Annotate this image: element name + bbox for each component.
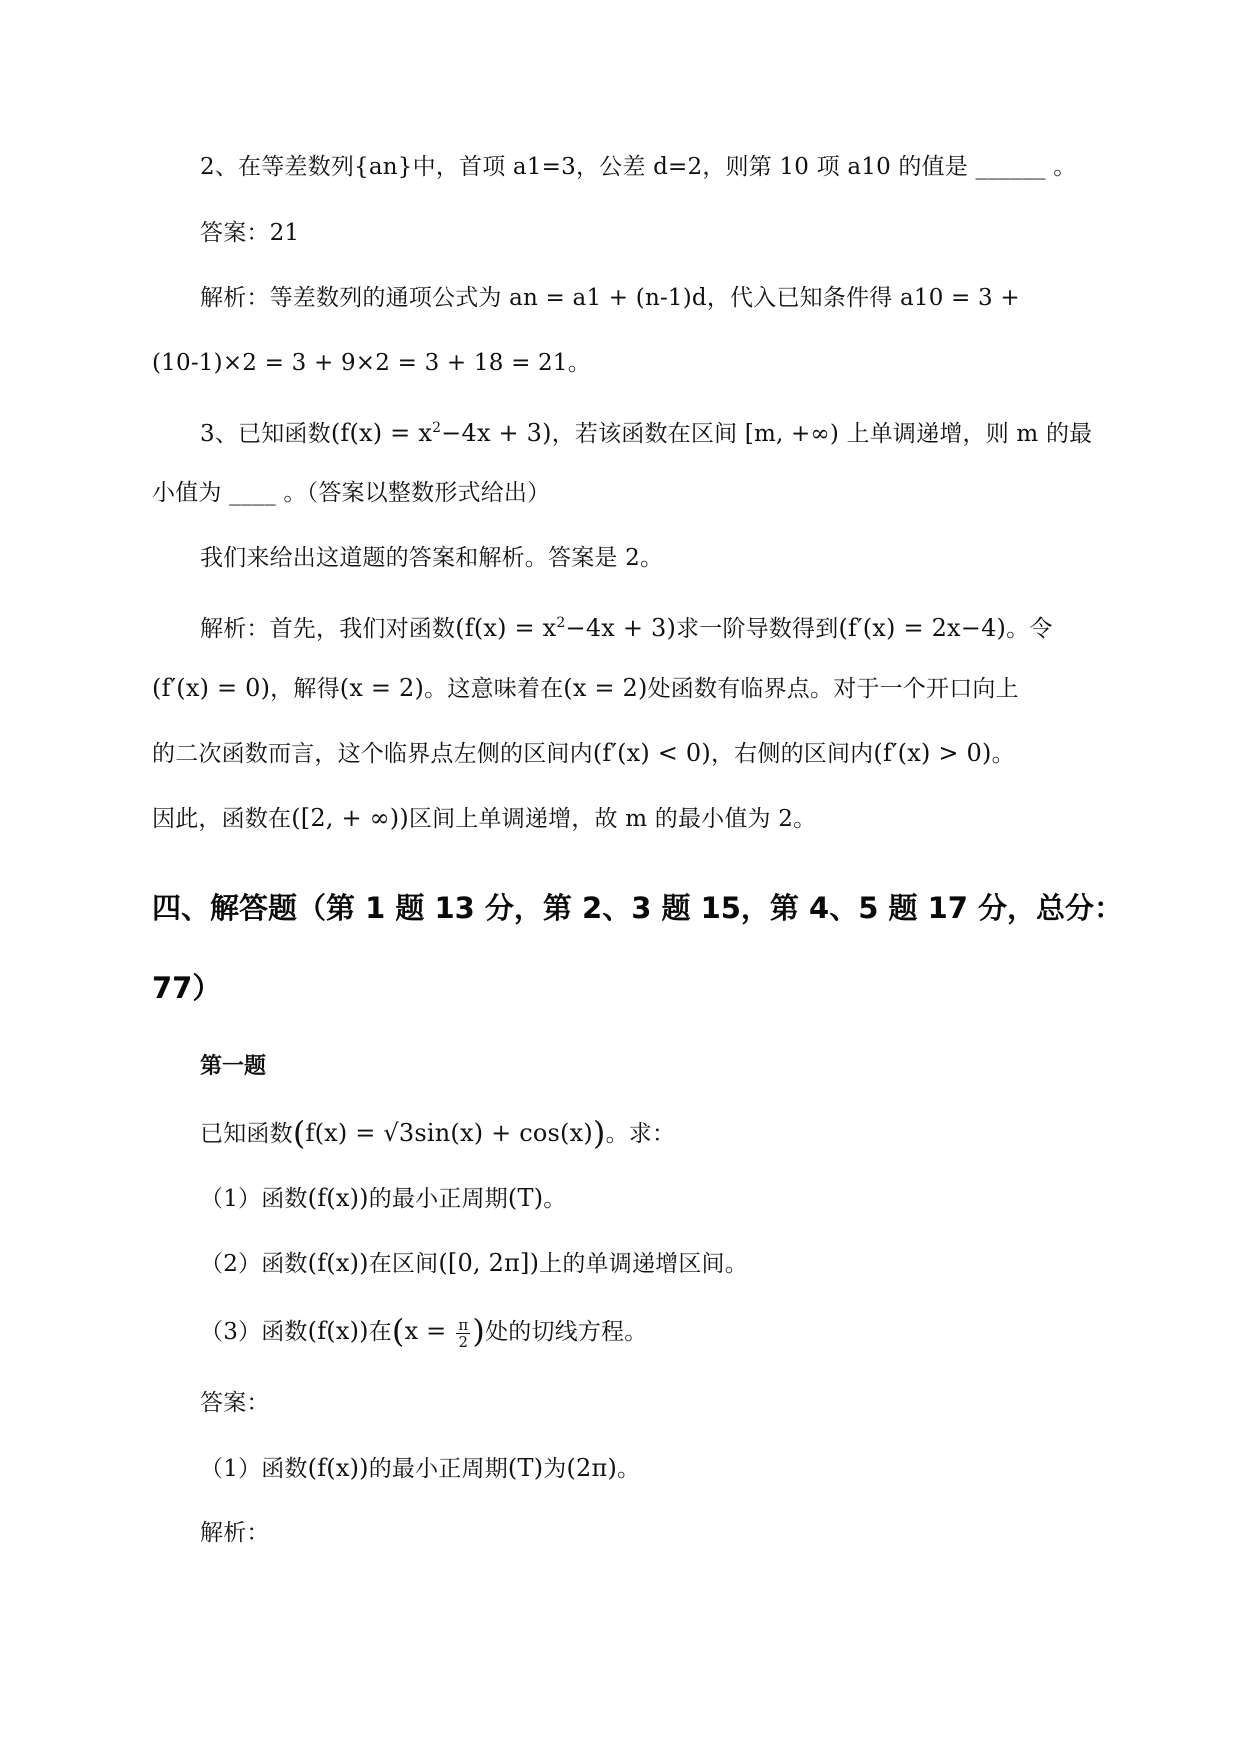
p1-intro — [200, 1114, 676, 1152]
p1-answer-1 — [200, 1453, 640, 1484]
q3-question-prefix: 3、已知函数 — [200, 421, 331, 447]
p1-item1-func: (f(x)) — [307, 1184, 369, 1212]
q3-x-equals-2-b: (x = 2) — [563, 674, 648, 702]
q3-derivative-zero: (f′(x) = 0) — [152, 674, 271, 702]
p1-function: f(x) = √3sin(x) + cos(x) — [305, 1119, 593, 1147]
p1-item3-numerator: π — [458, 1315, 469, 1334]
problem-1-title: 第一题 — [200, 1054, 267, 1079]
q3-text-therefore: 因此，函数在 — [152, 806, 292, 832]
q3-question-line-1 — [200, 413, 1092, 449]
p1-ans1-mid: 的最小正周期 — [368, 1456, 508, 1482]
q2-analysis-line-1: 解析：等差数列的通项公式为 an = a1 + (n-1)d，代入已知条件得 a10 = 3 + — [200, 285, 1020, 311]
q3-text-quadratic: 的二次函数而言，这个临界点左侧的区间内 — [152, 741, 593, 767]
p1-ans1-period-symbol: (T) — [507, 1454, 544, 1482]
q3-question-function — [331, 419, 552, 447]
p1-answer-label: 答案： — [200, 1390, 270, 1416]
q3-analysis-suffix: 。令 — [1006, 616, 1053, 642]
q3-func-sup: 2 — [432, 420, 442, 436]
q3-question-suffix: ，若该函数在区间 [m, +∞) 上单调递增，则 m 的最 — [551, 421, 1093, 447]
p1-item3-suffix: 处的切线方程。 — [485, 1319, 648, 1345]
p1-item2-mid: 在区间 — [368, 1251, 439, 1277]
p1-ans1-func: (f(x)) — [307, 1454, 369, 1482]
q3-analysis-func-sup: 2 — [556, 615, 566, 631]
p1-item-1 — [200, 1183, 566, 1214]
q3-question-line-2: 小值为 ____ 。（答案以整数形式给出） — [152, 480, 551, 506]
p1-item3-fraction — [456, 1317, 470, 1350]
q3-analysis-line-1 — [200, 608, 1053, 644]
q3-x-equals-2: (x = 2) — [339, 674, 425, 702]
p1-item-2 — [200, 1248, 748, 1279]
p1-item3-x: x = — [404, 1317, 455, 1345]
q3-analysis-line-2 — [152, 673, 1019, 704]
p1-item3-paren-open: ( — [391, 1312, 405, 1350]
q3-derivative-positive: (f′(x) > 0) — [873, 739, 992, 767]
q3-interval: ([2, + ∞)) — [291, 804, 409, 832]
p1-item2-interval: ([0, 2π]) — [438, 1249, 540, 1277]
p1-ans1-suffix: 。 — [617, 1456, 641, 1482]
p1-item1-prefix: （1）函数 — [200, 1186, 308, 1212]
p1-item1-suffix: 。 — [543, 1186, 567, 1212]
p1-item2-prefix: （2）函数 — [200, 1251, 308, 1277]
q3-text-conclusion: 区间上单调递增，故 m 的最小值为 2。 — [408, 806, 817, 832]
p1-item-3 — [200, 1312, 648, 1351]
q3-analysis-func-text: (f(x) = x — [455, 614, 557, 642]
section-heading-line-1: 四、解答题（第 1 题 13 分，第 2、3 题 15，第 4、5 题 17 分，总分： — [152, 891, 1124, 925]
q3-derivative-negative: (f′(x) < 0) — [592, 739, 711, 767]
q3-text-right: ，右侧的区间内 — [710, 741, 874, 767]
q3-analysis-derivative: (f′(x) = 2x−4) — [838, 614, 1007, 642]
p1-item3-denominator: 2 — [458, 1332, 469, 1351]
p1-item3-prefix: （3）函数 — [200, 1319, 308, 1345]
q2-answer: 答案：21 — [200, 220, 300, 246]
p1-ans1-prefix: （1）函数 — [200, 1456, 308, 1482]
p1-item2-func: (f(x)) — [307, 1249, 369, 1277]
p1-analysis-label: 解析： — [200, 1520, 270, 1546]
q3-text-critical: 处函数有临界点。对于一个开口向上 — [647, 676, 1019, 702]
p1-intro-paren-open: ( — [292, 1114, 306, 1152]
p1-item3-func: (f(x)) — [307, 1317, 369, 1345]
q3-analysis-function — [455, 614, 676, 642]
q3-func-text: (f(x) = x — [330, 419, 433, 447]
q3-analysis-line-4 — [152, 803, 816, 834]
q3-answer: 我们来给出这道题的答案和解析。答案是 2。 — [200, 545, 664, 571]
q3-text-solve: ，解得 — [270, 676, 340, 702]
p1-intro-suffix: 。求： — [605, 1121, 676, 1147]
q3-analysis-line-3 — [152, 738, 1015, 769]
q3-analysis-prefix: 解析：首先，我们对函数 — [200, 616, 456, 642]
q3-func-end: −4x + 3) — [441, 419, 552, 447]
p1-intro-prefix: 已知函数 — [200, 1121, 293, 1147]
q2-question: 2、在等差数列{an}中，首项 a1=3，公差 d=2，则第 10 项 a10 的值是 ______ 。 — [200, 154, 1077, 180]
q3-analysis-mid: 求一阶导数得到 — [676, 616, 839, 642]
q3-period: 。 — [991, 741, 1015, 767]
p1-item2-suffix: 上的单调递增区间。 — [539, 1251, 748, 1277]
p1-ans1-value: (2π) — [566, 1454, 618, 1482]
p1-ans1-is: 为 — [543, 1456, 567, 1482]
q2-analysis-line-2: (10-1)×2 = 3 + 9×2 = 3 + 18 = 21。 — [152, 350, 591, 376]
q3-analysis-func-end: −4x + 3) — [565, 614, 677, 642]
q3-text-means: 。这意味着在 — [424, 676, 564, 702]
p1-item1-mid: 的最小正周期 — [368, 1186, 508, 1212]
p1-item3-paren-close: ) — [472, 1312, 486, 1350]
p1-item3-mid: 在 — [368, 1319, 392, 1345]
section-heading-line-2: 77） — [152, 971, 222, 1005]
p1-item1-period-symbol: (T) — [507, 1184, 544, 1212]
p1-intro-paren-close: ) — [592, 1114, 606, 1152]
